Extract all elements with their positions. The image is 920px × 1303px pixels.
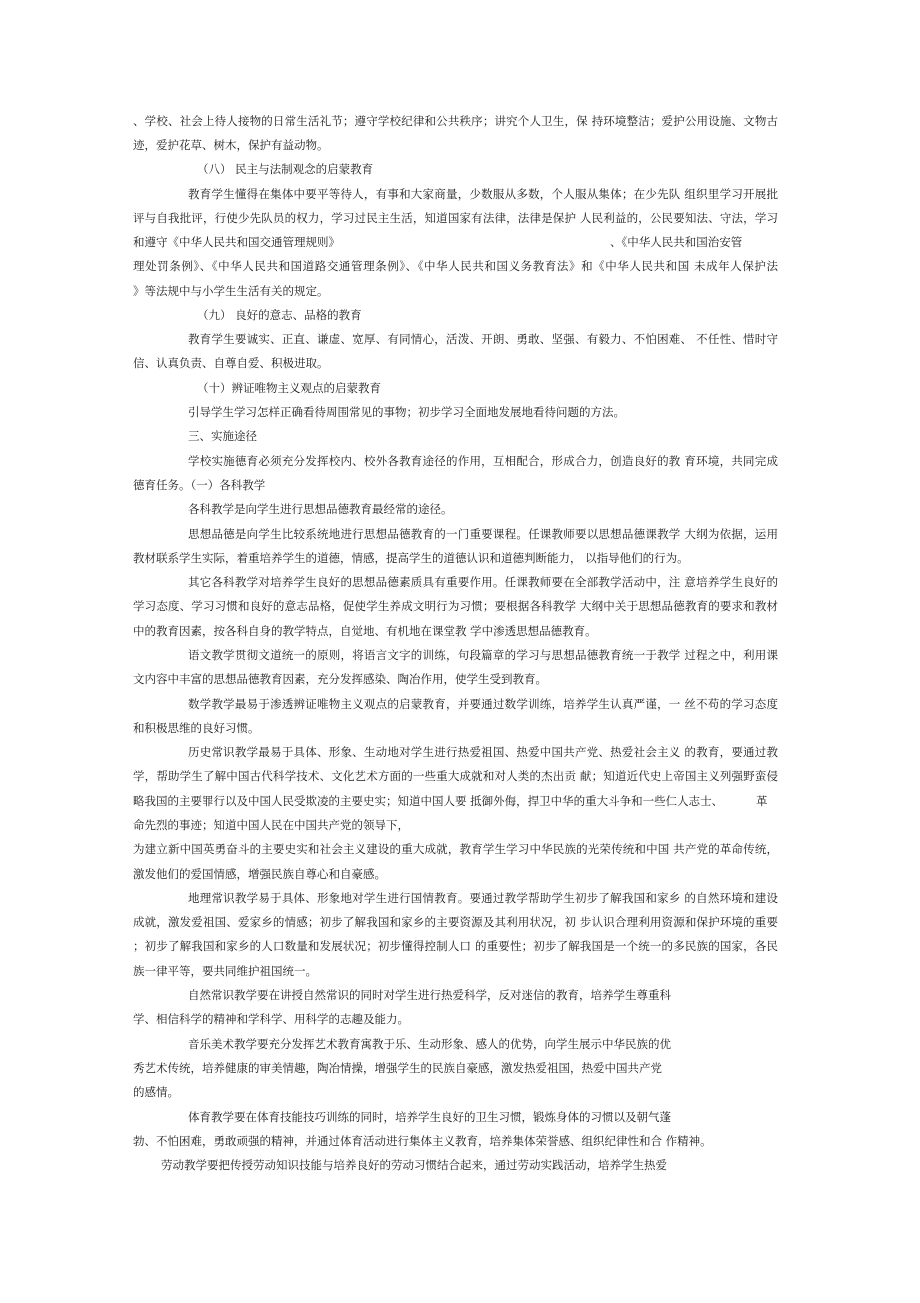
text-line: 秀艺术传统，培养健康的审美情趣，陶冶情操，增强学生的民族自豪感，激发热爱祖国，热爱中国共产党 bbox=[133, 1061, 662, 1075]
text-line: 》等法规中与小学生生活有关的规定。 bbox=[133, 284, 329, 298]
text-line: 劳动教学要把传授劳动知识技能与培养良好的劳动习惯结合起来，通过劳动实践活动，培养学生热爱 bbox=[161, 1158, 667, 1172]
text-line: 各科教学是向学生进行思想品德教育最经常的途径。 bbox=[188, 502, 453, 516]
text-line: 学、相信科学的精神和学科学、用科学的志趣及能力。 bbox=[133, 1012, 409, 1026]
text-line: 略我国的主要罪行以及中国人民受欺凌的主要史实；知道中国人要 抵御外侮，捍卫中华的重大斗争和一些仁人志士、 bbox=[133, 794, 724, 808]
text-line: 评与自我批评，行使少先队员的权力，学习过民主生活，知道国家有法律，法律是保护 人民利益的，公民要知法、守法，学习 bbox=[133, 211, 778, 225]
text-line: 成就，激发爱祖国、爱家乡的情感；初步了解我国和家乡的主要资源及其利用状况，初 步认识合理利用资源和保护环境的重要 bbox=[133, 915, 778, 929]
text-line: 教育学生要诚实、正直、谦虚、宽厚、有同情心，活泼、开朗、勇敢、坚强、有毅力、不怕困难、 不任性、惜时守 bbox=[188, 332, 778, 346]
text-line: 思想品德是向学生比较系统地进行思想品德教育的一门重要课程。任课教师要以思想品德课教学 大纲为依据，运用 bbox=[188, 527, 778, 541]
text-line: 语文教学贯彻文道统一的原则，将语言文字的训练，句段篇章的学习与思想品德教育统一于教学 过程之中，利用课 bbox=[188, 648, 778, 662]
text-line: 学，帮助学生了解中国古代科学技术、文化艺术方面的一些重大成就和对人类的杰出贡 献；知道近代史上帝国主义列强野蛮侵 bbox=[133, 769, 778, 783]
text-line: 自然常识教学要在讲授自然常识的同时对学生进行热爱科学，反对迷信的教育，培养学生尊重科 bbox=[188, 988, 671, 1002]
text-line: 、《中华人民共和国治安管 bbox=[610, 235, 743, 249]
section-heading: （八） 民主与法制观念的启蒙教育 bbox=[197, 162, 374, 176]
section-heading: （十）辨证唯物主义观点的启蒙教育 bbox=[197, 381, 381, 395]
text-line: 学习态度、学习习惯和良好的意志品格，促使学生养成文明行为习惯；要根据各科教学 大纲中关于思想品德教育的要求和教材 bbox=[133, 599, 778, 613]
text-line: 、学校、社会上待人接物的日常生活礼节；遵守学校纪律和公共秩序；讲究个人卫生，保 持环境整洁；爱护公用设施、文物古 bbox=[133, 114, 778, 128]
text-line: 信、认真负责、自尊自爱、积极进取。 bbox=[133, 356, 329, 370]
text-line: 学校实施德育必须充分发挥校内、校外各教育途径的作用，互相配合，形成合力，创造良好的教 育环境，共同完成 bbox=[188, 454, 778, 468]
text-line: 理处罚条例》、《中华人民共和国道路交通管理条例》、《中华人民共和国义务教育法》和《中华人民共和国 未成年人保护法 bbox=[133, 259, 778, 273]
text-line: 文内容中丰富的思想品德教育因素，充分发挥感染、陶冶作用，使学生受到教育。 bbox=[133, 672, 547, 686]
text-line: 德育任务。（一）各科教学 bbox=[133, 478, 266, 492]
text-line: 体育教学要在体育技能技巧训练的同时，培养学生良好的卫生习惯，锻炼身体的习惯以及朝气蓬 bbox=[188, 1110, 671, 1124]
text-line: 勃、不怕困难，勇敢顽强的精神，并通过体育活动进行集体主义教育，培养集体荣誉感、组织纪律性和合 作精神。 bbox=[133, 1134, 712, 1148]
text-line: 命先烈的事迹；知道中国人民在中国共产党的领导下， bbox=[133, 818, 409, 832]
text-line: 为建立新中国英勇奋斗的主要史实和社会主义建设的重大成就，教育学生学习中华民族的光荣传统和中国 共产党的革命传统， bbox=[133, 842, 778, 856]
text-line: 历史常识教学最易于具体、形象、生动地对学生进行热爱祖国、热爱中国共产党、热爱社会主义 的教育，要通过教 bbox=[188, 745, 778, 759]
text-line: 教材联系学生实际，着重培养学生的道德，情感，提高学生的道德认识和道德判断能力， 以指导他们的行为。 bbox=[133, 551, 689, 565]
text-line: 数学教学最易于渗透辨证唯物主义观点的启蒙教育，并要通过数学训练，培养学生认真严谨，一 丝不苟的学习态度 bbox=[188, 697, 778, 711]
text-line: 和积极思维的良好习惯。 bbox=[133, 721, 260, 735]
text-line: 和遵守《中华人民共和国交通管理规则》 bbox=[133, 235, 340, 249]
text-line: 迹，爱护花草、树木，保护有益动物。 bbox=[133, 138, 329, 152]
text-line: 中的教育因素，按各科自身的教学特点，自觉地、有机地在课堂教 学中渗透思想品德教育。 bbox=[133, 624, 597, 638]
text-line: 激发他们的爱国情感，增强民族自尊心和自豪感。 bbox=[133, 867, 386, 881]
text-line: 族一律平等，要共同维护祖国统一。 bbox=[133, 964, 317, 978]
text-line: 引导学生学习怎样正确看待周围常见的事物；初步学习全面地发展地看待问题的方法。 bbox=[188, 405, 625, 419]
section-heading: 三、实施途径 bbox=[188, 429, 257, 443]
section-heading: （九） 良好的意志、品格的教育 bbox=[197, 308, 362, 322]
text-line: 地理常识教学易于具体、形象地对学生进行国情教育。要通过教学帮助学生初步了解我国和家乡 的自然环境和建设 bbox=[188, 891, 778, 905]
text-line: ；初步了解我国和家乡的人口数量和发展状况；初步懂得控制人口 的重要性；初步了解我国是一个统一的多民族的国家，各民 bbox=[133, 939, 778, 953]
text-line: 的感情。 bbox=[133, 1085, 179, 1099]
text-line: 其它各科教学对培养学生良好的思想品德素质具有重要作用。任课教师要在全部教学活动中，注 意培养学生良好的 bbox=[188, 575, 778, 589]
text-line: 音乐美术教学要充分发挥艺术教育寓教于乐、生动形象、感人的优势，向学生展示中华民族的优 bbox=[188, 1037, 671, 1051]
text-line: 革 bbox=[756, 794, 768, 808]
text-line: 教育学生懂得在集体中要平等待人，有事和大家商量，少数服从多数，个人服从集体；在少先队 组织里学习开展批 bbox=[188, 187, 778, 201]
